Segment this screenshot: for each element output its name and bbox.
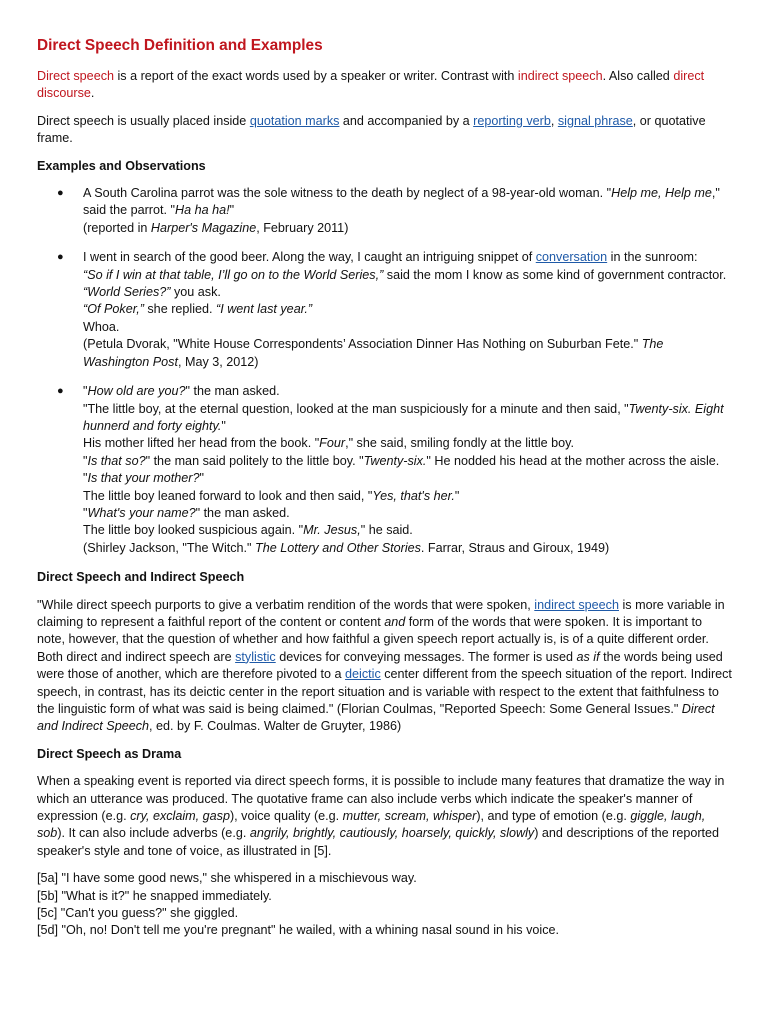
term-direct-speech: Direct speech [37,69,114,83]
bullet-icon: ● [57,385,64,398]
quote: Ha ha ha! [174,203,230,218]
emphasis: cry, exclaim, gasp [130,809,230,824]
text: ), and type of emotion (e.g. [476,809,631,824]
example-text [83,488,732,505]
text: Direct speech is usually placed inside [37,113,250,128]
text: . Farrar, Straus and Giroux, 1949) [420,540,610,555]
text: "While direct speech purports to give a verbatim rendition of the words that were spoken, [37,597,535,612]
quote: What's your name? [87,505,196,520]
quote: Twenty-six. [363,453,427,468]
example-text: Whoa. [83,319,120,334]
source-title: Harper's Magazine [150,220,257,235]
text: form of the words that were spoken. It is important to note, however, that the question of whether and how faithful a given speech report actually is, is of a quite different order. Both direct and indirect speech are [37,614,709,664]
example-text [83,267,732,284]
citation [83,336,732,371]
list-item [37,249,732,371]
text: "The little boy, at the eternal question, looked at the man suspiciously for a minute and then said, " [83,401,629,416]
example-text [83,383,732,400]
text: you ask. [170,285,221,300]
heading-indirect-speech: Direct Speech and Indirect Speech [37,570,245,585]
text: I went in search of the good beer. Along the way, I caught an intriguing snippet of [83,250,536,265]
example-text [83,505,732,522]
text: (Shirley Jackson, "The Witch." [83,540,256,555]
text: is a report of the exact words used by a speaker or writer. Contrast with [114,69,518,83]
text: The little boy leaned forward to look and then said, " [83,488,373,503]
text: His mother lifted her head from the book. " [83,436,320,451]
text: " He nodded his head at the mother across the aisle. " [83,453,720,486]
bullet-icon: ● [57,187,64,200]
text: When a speaking event is reported via direct speech forms, it is possible to include many features that dramatize the way in which an utterance was produced. The quotative frame can also include verbs which indicate the speaker's manner of expression (e.g. [37,774,725,824]
emphasis: angrily, brightly, cautiously, hoarsely, quickly, slowly [249,826,535,841]
emphasis: and [384,614,406,629]
text: (Petula Dvorak, "White House Correspondents’ Association Dinner Has Nothing on Suburban Fete." [83,337,642,352]
text: ), voice quality (e.g. [229,809,343,824]
example-text [83,522,732,539]
text: A South Carolina parrot was the sole witness to the death by neglect of a 98-year-old woman. " [83,186,612,201]
emphasis: giggle, laugh, sob [37,809,706,841]
list-item: [5d] "Oh, no! Don't tell me you're pregnant" he wailed, with a whining nasal sound in his voice. [37,923,559,938]
example-text [83,185,732,220]
list-item: [5b] "What is it?" he snapped immediately. [37,888,272,903]
example-text [83,435,732,452]
text: " the man asked. [185,384,280,399]
source-title: The Washington Post [83,337,664,369]
heading-drama: Direct Speech as Drama [37,746,182,761]
quote: Four [319,436,346,451]
example-text [83,453,732,488]
examples-5-list [37,870,732,940]
link-quotation-marks[interactable]: quotation marks [249,113,340,128]
list-item: [5a] "I have some good news," she whispered in a mischievous way. [37,871,417,886]
text: " [83,505,88,520]
quote: “World Series?” [83,285,171,300]
text: , February 2011) [256,220,349,235]
text: . Also called [602,69,674,83]
text: the words being used were those of another, which are therefore pivoted to a [37,649,723,682]
link-deictic[interactable]: deictic [345,667,381,682]
link-signal-phrase[interactable]: signal phrase [557,113,633,128]
emphasis: mutter, scream, whisper [342,809,477,824]
text: ). It can also include adverbs (e.g. [57,826,250,841]
heading-examples: Examples and Observations [37,158,206,173]
text: , ed. by F. Coulmas. Walter de Gruyter, 1986) [149,719,402,734]
text: she replied. [143,302,216,317]
text: in the sunroom: [607,250,698,265]
example-text [83,401,732,436]
example-text [83,284,732,301]
text: ," said the parrot. " [83,186,720,218]
examples-list [37,185,732,557]
text: The little boy looked suspicious again. " [83,523,304,538]
quote: Help me, Help me [611,186,712,201]
bullet-icon: ● [57,251,64,264]
quote: “I went last year.” [216,302,313,317]
text: " [454,488,460,503]
quote: Mr. Jesus, [303,523,361,538]
text: . [90,86,95,101]
text: said the mom I know as some kind of government contractor. [383,267,727,282]
citation [83,220,732,237]
quote: Is that so? [87,453,146,468]
text: " [83,384,88,399]
link-indirect-speech[interactable]: indirect speech [534,597,619,612]
text: center different from the speech situation of the report. Indirect speech, in contrast, has its deictic center in the report situation and is variable with respect to the extent that faithfulness to the linguistic form of what was said is being claimed." (Florian Coulmas, "Reported Speech: Some General Issues." [37,667,732,716]
quote: How old are you? [87,384,186,399]
text: " the man asked. [195,505,290,520]
indirect-speech-paragraph [37,597,732,736]
quote: Yes, that's her. [372,488,455,503]
list-item: [5c] "Can't you guess?" she giggled. [37,906,239,921]
text: " [199,471,204,486]
text: ) and descriptions of the reported speaker's style and tone of voice, as illustrated in [5]. [37,826,720,858]
example-text [83,249,732,266]
quote: Twenty-six. Eight hunnerd and forty eighty. [83,401,724,433]
text: is more variable in claiming to represent a faithful report of the content or content [37,597,725,629]
text: and accompanied by a [339,113,474,128]
quote: “So if I win at that table, I’ll go on to the World Series,” [83,267,384,282]
text: , or quotative frame. [37,113,706,146]
definition-paragraph [37,68,732,103]
text: " the man said politely to the little boy. " [145,453,364,468]
text: , May 3, 2012) [177,354,259,369]
text: " [83,453,88,468]
text: " he said. [360,523,413,538]
quote: Is that your mother? [87,471,200,486]
source-title: The Lottery and Other Stories [255,540,421,555]
text: " [229,203,235,218]
citation [83,540,732,557]
text: (reported in [83,220,151,235]
source-title: Direct and Indirect Speech [37,702,715,734]
example-text [83,301,732,318]
text: , [550,113,558,128]
link-reporting-verb[interactable]: reporting verb [473,113,551,128]
emphasis: as if [576,649,600,664]
term-direct-discourse: direct discourse [37,69,705,101]
usage-paragraph [37,113,732,148]
link-conversation[interactable]: conversation [535,250,608,265]
text: " [221,418,226,433]
list-item [37,185,732,237]
quote: “Of Poker,” [83,302,144,317]
drama-paragraph [37,773,732,860]
link-stylistic[interactable]: stylistic [235,649,276,664]
page-title: Direct Speech Definition and Examples [37,37,323,54]
list-item [37,383,732,557]
text: devices for conveying messages. The former is used [275,649,577,664]
term-indirect-speech: indirect speech [517,69,603,83]
text: ," she said, smiling fondly at the little boy. [345,436,575,451]
